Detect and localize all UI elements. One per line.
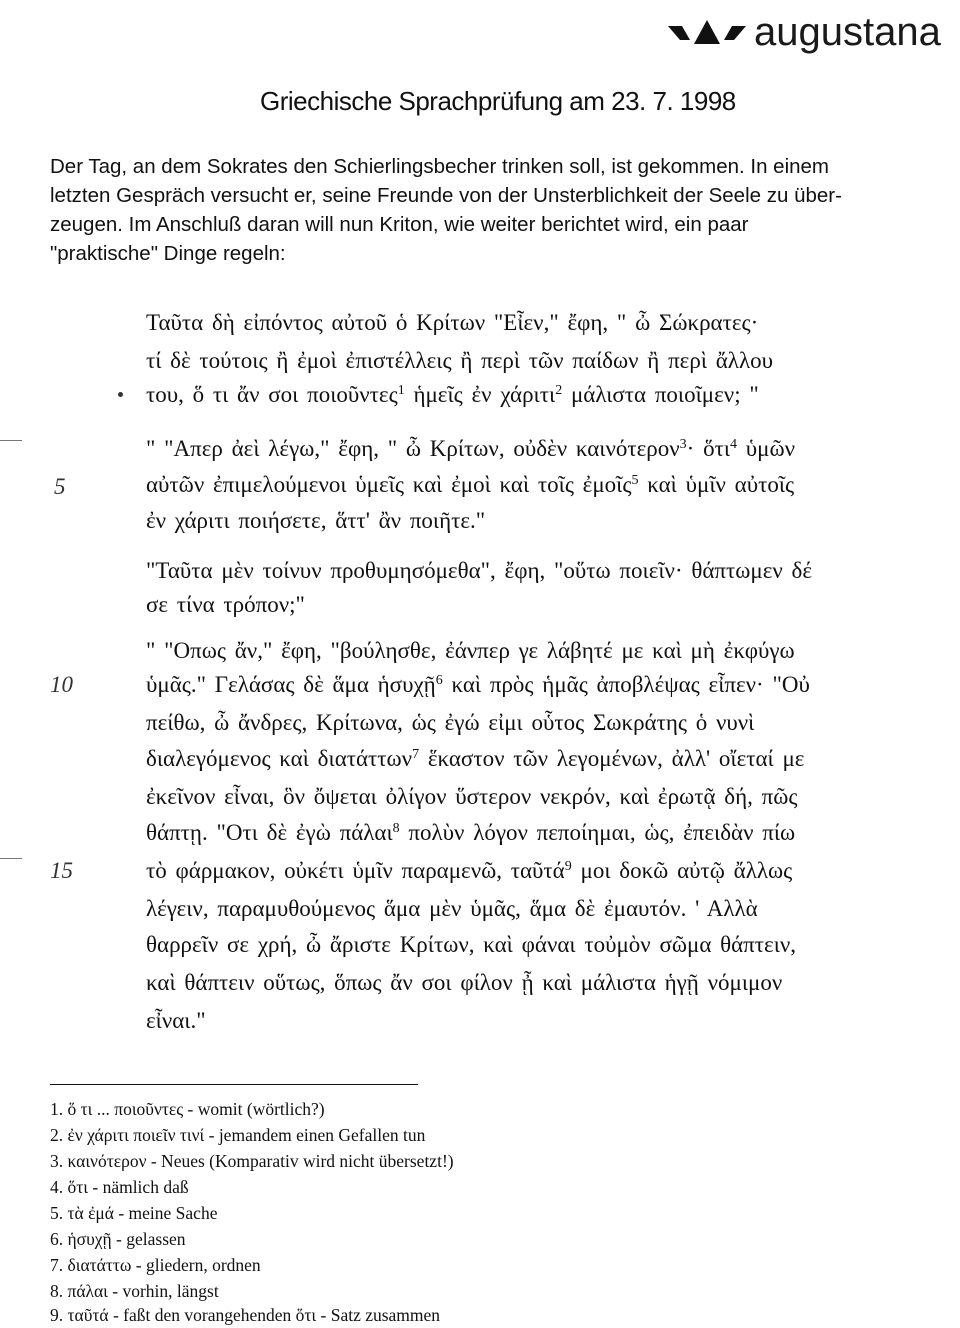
intro-line: letzten Gespräch versucht er, seine Freunde von der Unsterblichkeit der Seele zu über- [50,184,842,207]
greek-line: σε τίνα τρόπον;" [146,592,305,617]
greek-line: ὑμᾶς." Γελάσας δὲ ἅμα ἡσυχῇ$^6$ καὶ πρὸς ἡμᾶς ἀποβλέψας εἶπεν· "Οὐ [146,672,810,697]
greek-line: " "Οπως ἄν," ἔφη, "βούλησθε, ἐάνπερ γε λάβητέ με καὶ μὴ ἐκφύγω [146,638,795,663]
intro-paragraph [50,152,920,268]
footnote: 9. ταῦτά - faßt den vorangehenden ὅτι - Satz zusammen [50,1305,441,1325]
scan-edge-mark [0,858,22,859]
footnote-ref: 1 [397,383,405,398]
footnote-ref: 2 [555,383,563,398]
greek-line: ἐκεῖνον εἶναι, ὃν ὄψεται ὀλίγον ὕστερον νεκρόν, καὶ ἐρωτᾷ δή, πῶς [146,784,798,809]
brand-name: augustana [754,10,941,54]
intro-line: Der Tag, an dem Sokrates den Schierlingsbecher trinken soll, ist gekommen. In einem [50,155,830,178]
greek-line: τί δὲ τούτοις ἢ ἐμοὶ ἐπιστέλλεις ἢ περὶ τῶν παίδων ἢ περὶ ἄλλου [146,348,773,373]
footnote: 5. τὰ ἐμά - meine Sache [50,1203,218,1223]
footnote-divider [50,1084,418,1085]
greek-line: Ταῦτα δὴ εἰπόντος αὐτοῦ ὁ Κρίτων "Εἶεν," ἔφη, " ὦ Σώκρατες· [146,310,759,335]
footnote: 8. πάλαι - vorhin, längst [50,1281,219,1301]
footnote: 6. ἡσυχῇ - gelassen [50,1229,186,1249]
footnote-ref: 6 [435,673,443,688]
greek-line: λέγειν, παραμυθούμενος ἅμα μὲν ὑμᾶς, ἅμα δὲ ἐμαυτόν. ' Αλλὰ [146,896,758,921]
footnote-ref: 8 [392,821,400,836]
greek-line: του, ὅ τι ἄν σοι ποιοῦντες$^1$ ἡμεῖς ἐν χάριτι$^2$ μάλιστα ποιοῖμεν; " [146,382,759,407]
greek-line: αὐτῶν ἐπιμελούμενοι ὑμεῖς καὶ ἐμοὶ καὶ τοῖς ἐμοῖς$^5$ καὶ ὑμῖν αὐτοῖς [146,472,795,497]
brand [668,10,944,66]
footnote-ref: 4 [730,437,738,452]
greek-line: πείθω, ὦ ἄνδρες, Κρίτωνα, ὡς ἐγώ εἰμι οὗτος Σωκράτης ὁ νυνὶ [146,710,755,735]
scan-edge-mark [0,440,22,441]
greek-line: θαρρεῖν σε χρή, ὦ ἄριστε Κρίτων, καὶ φάναι τοὐμὸν σῶμα θάπτειν, [146,932,797,957]
greek-line: ἐν χάριτι ποιήσετε, ἅττ' ἂν ποιῆτε." [146,508,486,533]
intro-line: "praktische" Dinge regeln: [50,242,286,265]
footnote-ref: 5 [631,473,639,488]
footnote-ref: 9 [564,859,572,874]
greek-line: διαλεγόμενος καὶ διατάττων$^7$ ἕκαστον τῶν λεγομένων, ἀλλ' οἴεταί με [146,746,805,771]
line-number-5: 5 [54,474,66,499]
augustana-logo-icon [668,20,746,48]
footnote-ref: 7 [412,747,420,762]
footnote: 2. ἐν χάριτι ποιεῖν τινί - jemandem einen Gefallen tun [50,1125,426,1145]
footnote: 7. διατάττω - gliedern, ordnen [50,1255,261,1275]
line-number-10: 10 [50,672,73,697]
greek-line: εἶναι." [146,1008,206,1033]
footnote: 3. καινότερον - Neues (Komparativ wird nicht übersetzt!) [50,1151,454,1171]
footnote: 1. ὅ τι ... ποιοῦντες - womit (wörtlich?) [50,1099,325,1119]
greek-line: " "Απερ ἀεὶ λέγω," ἔφη, " ὦ Κρίτων, οὐδὲν καινότερον$^3$· ὅτι$^4$ ὑμῶν [146,436,796,461]
page-title: Griechische Sprachprüfung am 23. 7. 1998 [260,86,736,116]
line-number-15: 15 [50,858,73,883]
footnote-ref: 3 [679,437,687,452]
margin-dot [118,392,123,397]
greek-line: θάπτῃ. "Οτι δὲ ἐγὼ πάλαι$^8$ πολὺν λόγον πεποίημαι, ὡς, ἐπειδὰν πίω [146,820,796,845]
greek-line: "Ταῦτα μὲν τοίνυν προθυμησόμεθα", ἔφη, "οὕτω ποιεῖν· θάπτωμεν δέ [146,558,813,583]
greek-line: καὶ θάπτειν οὕτως, ὅπως ἄν σοι φίλον ᾖ καὶ μάλιστα ἡγῇ νόμιμον [146,970,783,995]
footnote: 4. ὅτι - nämlich daß [50,1177,189,1197]
greek-line: τὸ φάρμακον, οὐκέτι ὑμῖν παραμενῶ, ταῦτά$^9$ μοι δοκῶ αὐτῷ ἄλλως [146,858,793,883]
intro-line: zeugen. Im Anschluß daran will nun Kriton, wie weiter berichtet wird, ein paar [50,213,749,236]
